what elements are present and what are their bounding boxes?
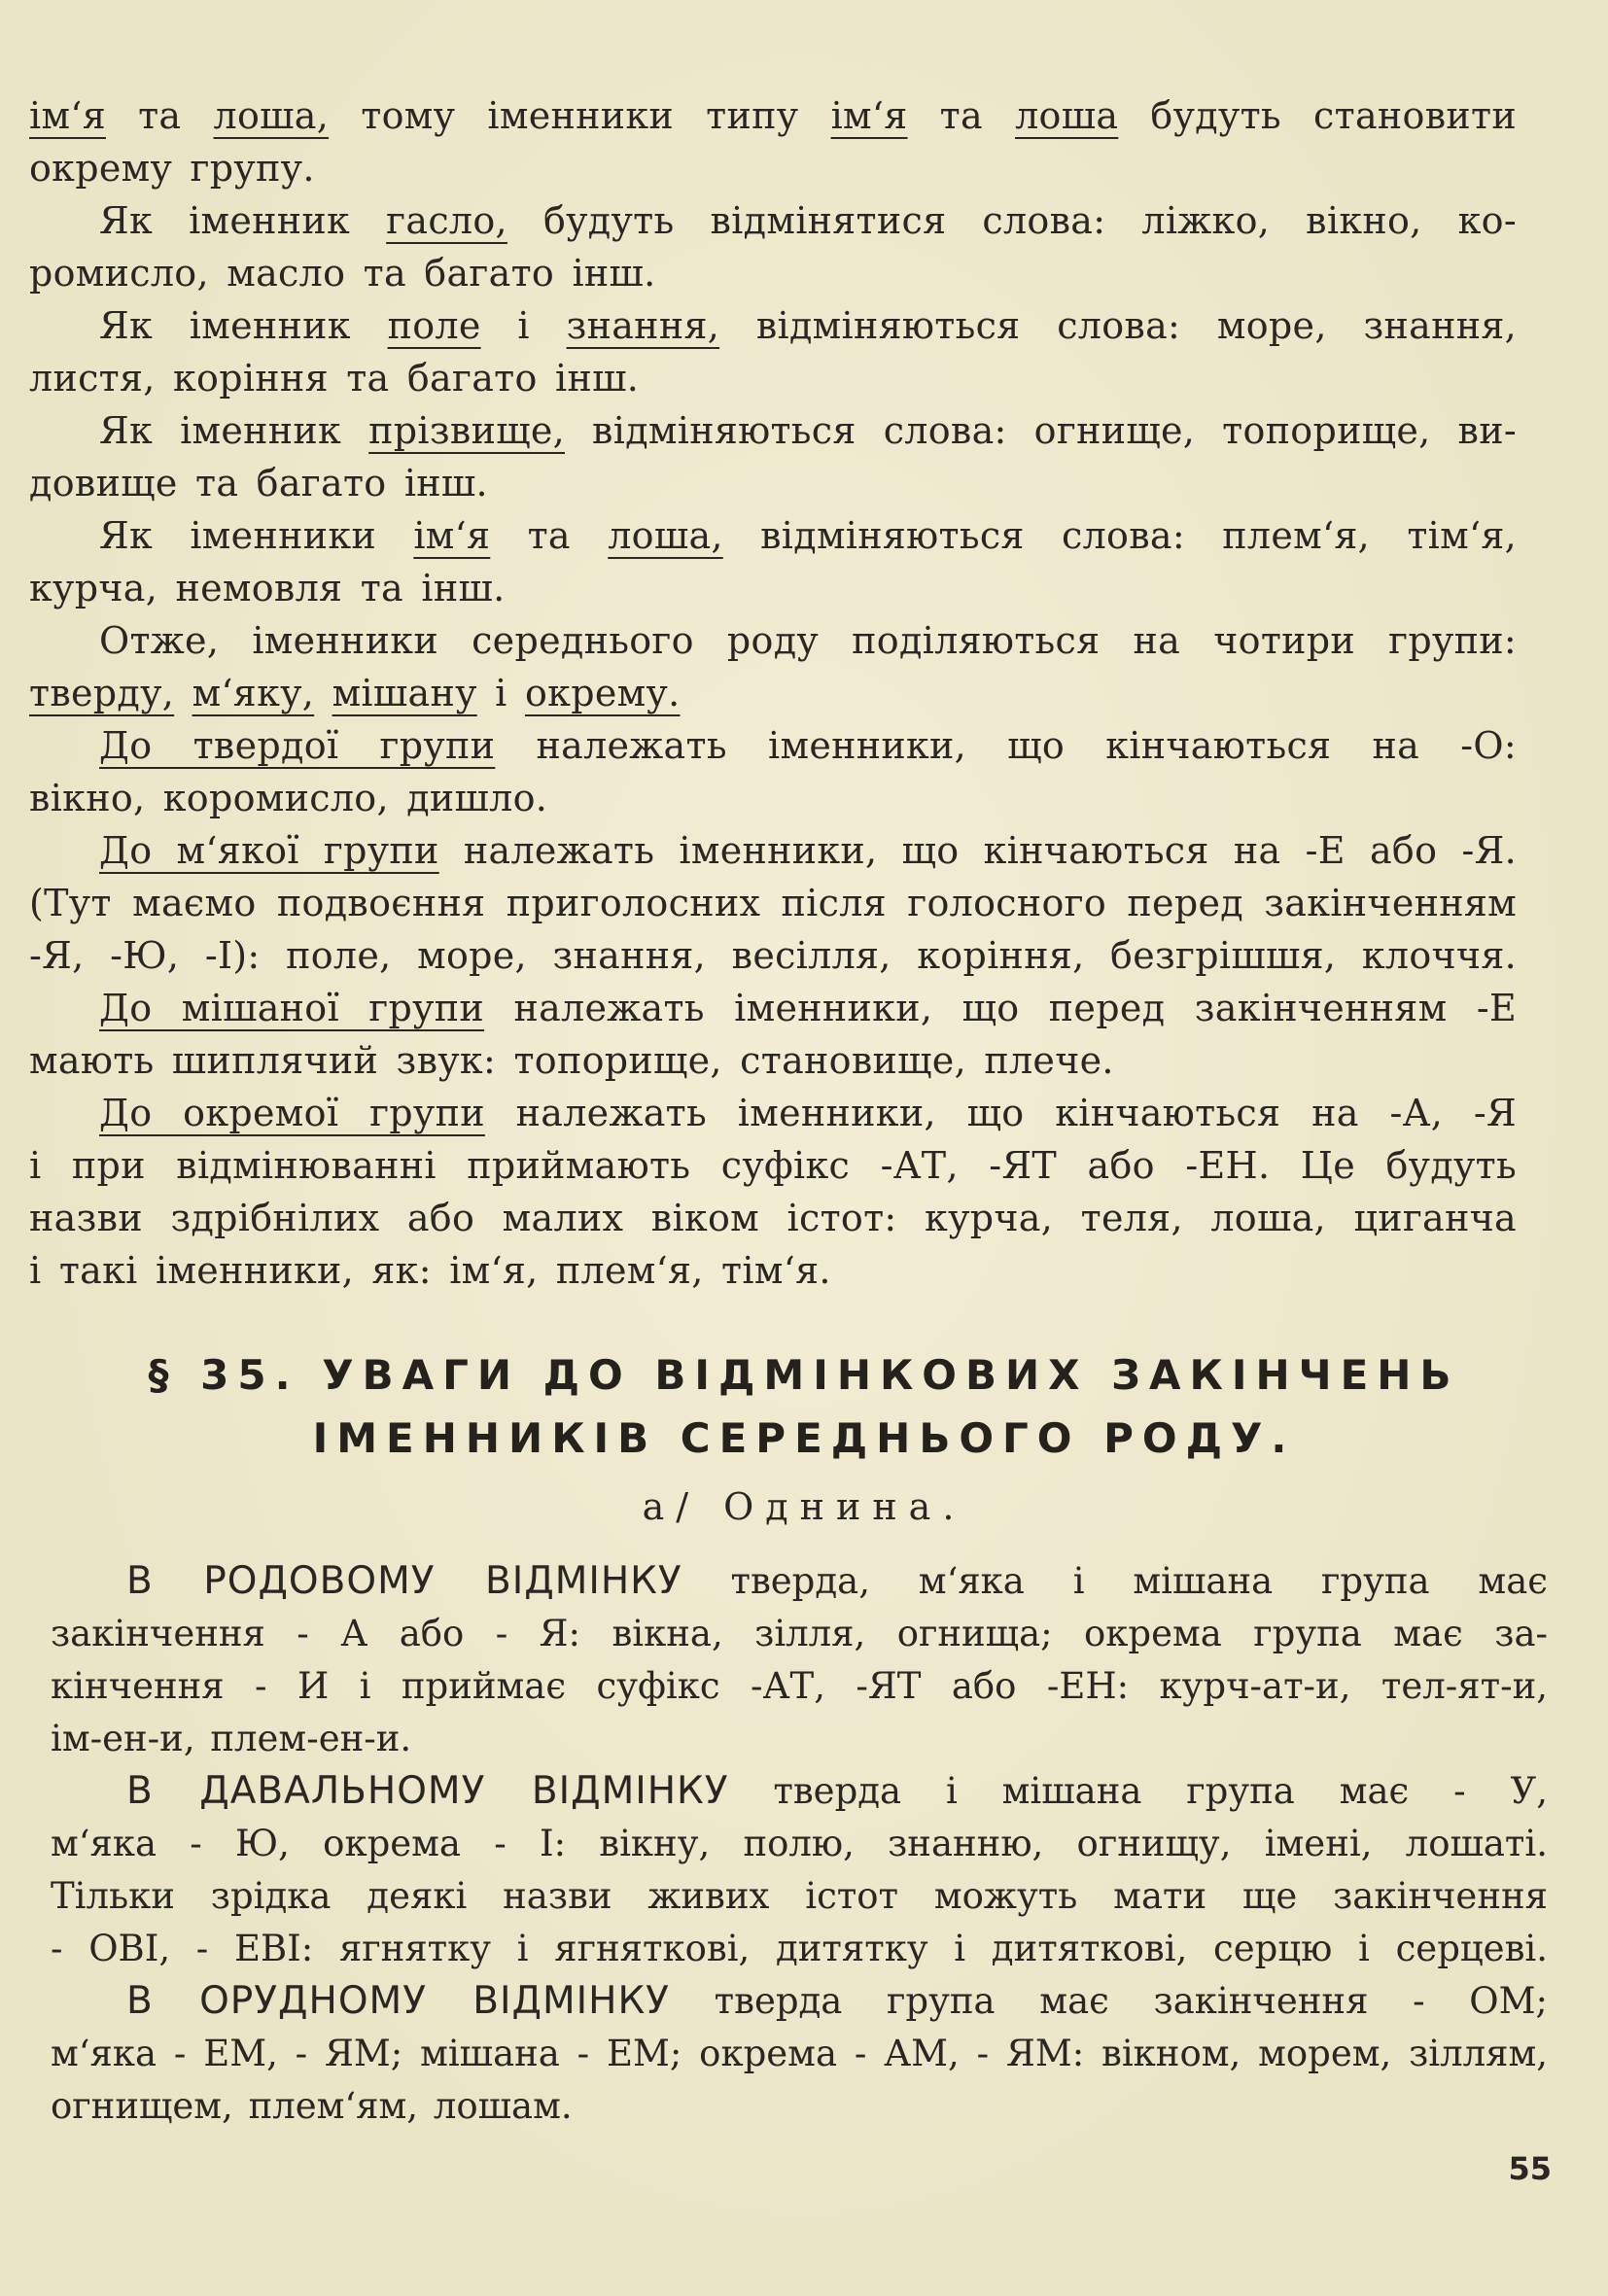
section-heading-line-1: § 35. УВАГИ ДО ВІДМІНКОВИХ ЗАКІНЧЕНЬ bbox=[148, 1351, 1460, 1399]
text-line: довище та багато інш. bbox=[29, 462, 488, 504]
underlined-word: мішану bbox=[332, 672, 477, 714]
underlined-word: лоша, bbox=[608, 514, 723, 557]
bottom-text-block bbox=[51, 1555, 1548, 2133]
underlined-phrase: До окремої групи bbox=[99, 1092, 485, 1134]
underlined-word: ім‘я bbox=[830, 94, 908, 137]
text-line: ромисло, масло та багато інш. bbox=[29, 252, 656, 295]
underlined-word: лоша, bbox=[213, 94, 330, 137]
text-line: курча, немовля та інш. bbox=[29, 567, 506, 609]
underlined-word: м‘яку, bbox=[192, 672, 315, 714]
text-line: До м‘якої групи належать іменники, що кінчаються на -Е або -Я. bbox=[99, 829, 1517, 872]
underlined-word: поле bbox=[387, 304, 481, 347]
text-line: -Я, -Ю, -І): поле, море, знання, весілля, коріння, безгрішшя, клоччя. bbox=[29, 934, 1517, 977]
text-line: листя, коріння та багато інш. bbox=[29, 357, 640, 400]
page-number: 55 bbox=[1508, 2150, 1552, 2187]
text-line: тверду, м‘яку, мішану і окрему. bbox=[29, 672, 681, 714]
text-line: - ОВІ, - ЕВІ: ягнятку і ягняткові, дитятку і дитяткові, серцю і серцеві. bbox=[51, 1928, 1548, 1969]
underlined-word: гасло, bbox=[386, 199, 507, 242]
text-line: вікно, коромисло, дишло. bbox=[29, 777, 548, 819]
text-line: огнищем, плем‘ям, лошам. bbox=[51, 2085, 573, 2127]
text-line: До мішаної групи належать іменники, що перед закінченням -Е bbox=[99, 987, 1517, 1029]
section-heading-line-2: ІМЕННИКІВ СЕРЕДНЬОГО РОДУ. bbox=[312, 1414, 1296, 1462]
text-line: мають шиплячий звук: топорище, становище, плече. bbox=[29, 1039, 1114, 1082]
text-line: кінчення - И і приймає суфікс -АТ, -ЯТ або -ЕН: курч-ат-и, тел-ят-и, bbox=[51, 1665, 1548, 1707]
subheading: а/ Однина. bbox=[642, 1485, 966, 1528]
text-line: ім-ен-и, плем-ен-и. bbox=[51, 1718, 412, 1759]
text-line: До окремої групи належать іменники, що кінчаються на -А, -Я bbox=[99, 1092, 1517, 1134]
text-line: ім‘я та лоша, тому іменники типу ім‘я та лоша будуть становити bbox=[29, 94, 1517, 137]
text-line: м‘яка - ЕМ, - ЯМ; мішана - ЕМ; окрема - АМ, - ЯМ: вікном, морем, зіллям, bbox=[51, 2033, 1548, 2074]
underlined-phrase: До м‘якої групи bbox=[99, 829, 439, 872]
text-line: м‘яка - Ю, окрема - І: вікну, полю, знанню, огнищу, імені, лошаті. bbox=[51, 1823, 1548, 1864]
text-line: Як іменник поле і знання, відміняються слова: море, знання, bbox=[99, 304, 1517, 347]
underlined-word: тверду, bbox=[29, 672, 175, 714]
text-line: В РОДОВОМУ ВІДМІНКУ тверда, м‘яка і мішана група має bbox=[126, 1559, 1548, 1603]
text-line: (Тут маємо подвоєння приголосних після голосного перед закінченням bbox=[29, 882, 1517, 924]
text-line: Як іменники ім‘я та лоша, відміняються слова: плем‘я, тім‘я, bbox=[99, 514, 1517, 557]
text-line: окрему групу. bbox=[29, 147, 315, 190]
underlined-word: ім‘я bbox=[29, 94, 106, 137]
underlined-phrase: До мішаної групи bbox=[99, 987, 485, 1029]
underlined-word: прізвище, bbox=[368, 409, 566, 452]
text-line: В ОРУДНОМУ ВІДМІНКУ тверда група має закінчення - ОМ; bbox=[126, 1979, 1548, 2023]
text-line: Тільки зрідка деякі назви живих істот можуть мати ще закінчення bbox=[51, 1875, 1548, 1917]
text-line: До твердої групи належать іменники, що кінчаються на -О: bbox=[99, 724, 1517, 767]
underlined-word: ім‘я bbox=[413, 514, 491, 557]
text-line: Як іменник прізвище, відміняються слова: огнище, топорище, ви- bbox=[99, 409, 1517, 452]
underlined-phrase: До твердої групи bbox=[99, 724, 496, 767]
text-line: В ДАВАЛЬНОМУ ВІДМІНКУ тверда і мішана група має - У, bbox=[126, 1769, 1548, 1813]
top-text-block bbox=[29, 89, 1517, 1297]
underlined-word: окрему. bbox=[524, 672, 681, 714]
text-line: і при відмінюванні приймають суфікс -АТ, -ЯТ або -ЕН. Це будуть bbox=[29, 1144, 1517, 1187]
underlined-word: знання, bbox=[566, 304, 720, 347]
text-line: Як іменник гасло, будуть відмінятися слова: ліжко, вікно, ко- bbox=[99, 199, 1517, 242]
underlined-word: лоша bbox=[1015, 94, 1119, 137]
text-line: Отже, іменники середнього роду поділяються на чотири групи: bbox=[99, 619, 1517, 662]
text-line: закінчення - А або - Я: вікна, зілля, огнища; окрема група має за- bbox=[51, 1613, 1548, 1654]
text-line: і такі іменники, як: ім‘я, плем‘я, тім‘я. bbox=[29, 1249, 831, 1292]
text-line: назви здрібнілих або малих віком істот: курча, теля, лоша, циганча bbox=[29, 1197, 1517, 1239]
